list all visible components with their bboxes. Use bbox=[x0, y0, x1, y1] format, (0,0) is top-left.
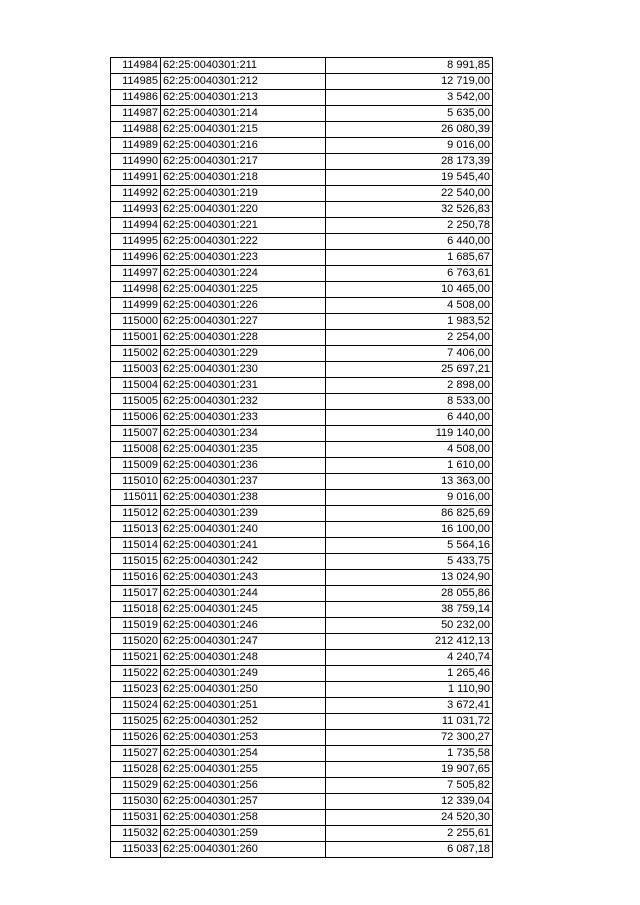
record-id-cell: 115028 bbox=[111, 762, 161, 778]
cadastral-number-cell: 62:25:0040301:214 bbox=[161, 106, 326, 122]
value-cell: 22 540,00 bbox=[326, 186, 493, 202]
table-row bbox=[111, 794, 493, 810]
value-cell: 19 545,40 bbox=[326, 170, 493, 186]
table-row bbox=[111, 410, 493, 426]
record-id-cell: 115022 bbox=[111, 666, 161, 682]
table-row bbox=[111, 666, 493, 682]
table-row bbox=[111, 474, 493, 490]
record-id-cell: 115017 bbox=[111, 586, 161, 602]
cadastral-number-cell: 62:25:0040301:217 bbox=[161, 154, 326, 170]
record-id-cell: 115018 bbox=[111, 602, 161, 618]
value-cell: 12 339,04 bbox=[326, 794, 493, 810]
value-cell: 4 240,74 bbox=[326, 650, 493, 666]
value-cell: 212 412,13 bbox=[326, 634, 493, 650]
table-row bbox=[111, 90, 493, 106]
record-id-cell: 115031 bbox=[111, 810, 161, 826]
value-cell: 28 055,86 bbox=[326, 586, 493, 602]
cadastral-number-cell: 62:25:0040301:213 bbox=[161, 90, 326, 106]
table-row bbox=[111, 394, 493, 410]
record-id-cell: 115007 bbox=[111, 426, 161, 442]
record-id-cell: 115008 bbox=[111, 442, 161, 458]
cadastral-number-cell: 62:25:0040301:228 bbox=[161, 330, 326, 346]
cadastral-number-cell: 62:25:0040301:216 bbox=[161, 138, 326, 154]
cadastral-number-cell: 62:25:0040301:246 bbox=[161, 618, 326, 634]
table-row bbox=[111, 346, 493, 362]
table-row bbox=[111, 74, 493, 90]
record-id-cell: 115009 bbox=[111, 458, 161, 474]
value-cell: 13 363,00 bbox=[326, 474, 493, 490]
value-cell: 8 533,00 bbox=[326, 394, 493, 410]
value-cell: 2 254,00 bbox=[326, 330, 493, 346]
cadastral-number-cell: 62:25:0040301:245 bbox=[161, 602, 326, 618]
cadastral-number-cell: 62:25:0040301:251 bbox=[161, 698, 326, 714]
cadastral-number-cell: 62:25:0040301:244 bbox=[161, 586, 326, 602]
value-cell: 2 255,61 bbox=[326, 826, 493, 842]
table-row bbox=[111, 810, 493, 826]
record-id-cell: 115013 bbox=[111, 522, 161, 538]
value-cell: 10 465,00 bbox=[326, 282, 493, 298]
table-row bbox=[111, 218, 493, 234]
record-id-cell: 114993 bbox=[111, 202, 161, 218]
value-cell: 38 759,14 bbox=[326, 602, 493, 618]
cadastral-number-cell: 62:25:0040301:254 bbox=[161, 746, 326, 762]
record-id-cell: 115027 bbox=[111, 746, 161, 762]
record-id-cell: 115012 bbox=[111, 506, 161, 522]
records-table bbox=[110, 57, 493, 858]
record-id-cell: 115024 bbox=[111, 698, 161, 714]
cadastral-number-cell: 62:25:0040301:253 bbox=[161, 730, 326, 746]
value-cell: 6 763,61 bbox=[326, 266, 493, 282]
table-row bbox=[111, 618, 493, 634]
value-cell: 5 564,16 bbox=[326, 538, 493, 554]
record-id-cell: 115032 bbox=[111, 826, 161, 842]
cadastral-number-cell: 62:25:0040301:227 bbox=[161, 314, 326, 330]
cadastral-number-cell: 62:25:0040301:239 bbox=[161, 506, 326, 522]
cadastral-number-cell: 62:25:0040301:241 bbox=[161, 538, 326, 554]
table-row bbox=[111, 138, 493, 154]
cadastral-number-cell: 62:25:0040301:224 bbox=[161, 266, 326, 282]
record-id-cell: 115023 bbox=[111, 682, 161, 698]
table-row bbox=[111, 778, 493, 794]
table-row bbox=[111, 522, 493, 538]
table-row bbox=[111, 282, 493, 298]
cadastral-number-cell: 62:25:0040301:250 bbox=[161, 682, 326, 698]
record-id-cell: 115010 bbox=[111, 474, 161, 490]
table-row bbox=[111, 154, 493, 170]
value-cell: 19 907,65 bbox=[326, 762, 493, 778]
table-row bbox=[111, 458, 493, 474]
value-cell: 4 508,00 bbox=[326, 298, 493, 314]
cadastral-number-cell: 62:25:0040301:243 bbox=[161, 570, 326, 586]
record-id-cell: 115014 bbox=[111, 538, 161, 554]
table-row bbox=[111, 826, 493, 842]
cadastral-number-cell: 62:25:0040301:237 bbox=[161, 474, 326, 490]
value-cell: 2 898,00 bbox=[326, 378, 493, 394]
cadastral-number-cell: 62:25:0040301:230 bbox=[161, 362, 326, 378]
cadastral-number-cell: 62:25:0040301:236 bbox=[161, 458, 326, 474]
table-row bbox=[111, 554, 493, 570]
value-cell: 6 440,00 bbox=[326, 234, 493, 250]
record-id-cell: 115020 bbox=[111, 634, 161, 650]
record-id-cell: 114995 bbox=[111, 234, 161, 250]
value-cell: 9 016,00 bbox=[326, 138, 493, 154]
value-cell: 1 685,67 bbox=[326, 250, 493, 266]
table-row bbox=[111, 202, 493, 218]
record-id-cell: 115004 bbox=[111, 378, 161, 394]
record-id-cell: 114984 bbox=[111, 58, 161, 74]
record-id-cell: 115015 bbox=[111, 554, 161, 570]
record-id-cell: 115003 bbox=[111, 362, 161, 378]
value-cell: 2 250,78 bbox=[326, 218, 493, 234]
value-cell: 12 719,00 bbox=[326, 74, 493, 90]
value-cell: 5 635,00 bbox=[326, 106, 493, 122]
table-row bbox=[111, 186, 493, 202]
table-row bbox=[111, 426, 493, 442]
value-cell: 26 080,39 bbox=[326, 122, 493, 138]
cadastral-number-cell: 62:25:0040301:242 bbox=[161, 554, 326, 570]
value-cell: 32 526,83 bbox=[326, 202, 493, 218]
table-row bbox=[111, 634, 493, 650]
table-row bbox=[111, 746, 493, 762]
record-id-cell: 114998 bbox=[111, 282, 161, 298]
record-id-cell: 115002 bbox=[111, 346, 161, 362]
value-cell: 24 520,30 bbox=[326, 810, 493, 826]
record-id-cell: 115030 bbox=[111, 794, 161, 810]
record-id-cell: 114992 bbox=[111, 186, 161, 202]
cadastral-number-cell: 62:25:0040301:212 bbox=[161, 74, 326, 90]
cadastral-number-cell: 62:25:0040301:234 bbox=[161, 426, 326, 442]
table-row bbox=[111, 378, 493, 394]
records-table-body bbox=[111, 58, 493, 858]
table-row bbox=[111, 586, 493, 602]
table-row bbox=[111, 122, 493, 138]
value-cell: 11 031,72 bbox=[326, 714, 493, 730]
table-row bbox=[111, 762, 493, 778]
value-cell: 1 983,52 bbox=[326, 314, 493, 330]
table-row bbox=[111, 266, 493, 282]
record-id-cell: 115011 bbox=[111, 490, 161, 506]
record-id-cell: 115016 bbox=[111, 570, 161, 586]
table-row bbox=[111, 602, 493, 618]
cadastral-number-cell: 62:25:0040301:259 bbox=[161, 826, 326, 842]
value-cell: 9 016,00 bbox=[326, 490, 493, 506]
cadastral-number-cell: 62:25:0040301:219 bbox=[161, 186, 326, 202]
value-cell: 8 991,85 bbox=[326, 58, 493, 74]
table-row bbox=[111, 490, 493, 506]
table-row bbox=[111, 234, 493, 250]
value-cell: 1 265,46 bbox=[326, 666, 493, 682]
value-cell: 6 087,18 bbox=[326, 842, 493, 858]
record-id-cell: 114994 bbox=[111, 218, 161, 234]
record-id-cell: 115019 bbox=[111, 618, 161, 634]
cadastral-number-cell: 62:25:0040301:220 bbox=[161, 202, 326, 218]
value-cell: 13 024,90 bbox=[326, 570, 493, 586]
record-id-cell: 115005 bbox=[111, 394, 161, 410]
record-id-cell: 115001 bbox=[111, 330, 161, 346]
value-cell: 3 672,41 bbox=[326, 698, 493, 714]
value-cell: 25 697,21 bbox=[326, 362, 493, 378]
record-id-cell: 115006 bbox=[111, 410, 161, 426]
record-id-cell: 114991 bbox=[111, 170, 161, 186]
value-cell: 119 140,00 bbox=[326, 426, 493, 442]
value-cell: 72 300,27 bbox=[326, 730, 493, 746]
value-cell: 86 825,69 bbox=[326, 506, 493, 522]
table-row bbox=[111, 362, 493, 378]
record-id-cell: 115000 bbox=[111, 314, 161, 330]
table-row bbox=[111, 842, 493, 858]
cadastral-number-cell: 62:25:0040301:211 bbox=[161, 58, 326, 74]
table-row bbox=[111, 106, 493, 122]
value-cell: 7 505,82 bbox=[326, 778, 493, 794]
table-row bbox=[111, 698, 493, 714]
cadastral-number-cell: 62:25:0040301:256 bbox=[161, 778, 326, 794]
cadastral-number-cell: 62:25:0040301:260 bbox=[161, 842, 326, 858]
table-row bbox=[111, 170, 493, 186]
value-cell: 16 100,00 bbox=[326, 522, 493, 538]
record-id-cell: 114997 bbox=[111, 266, 161, 282]
record-id-cell: 114985 bbox=[111, 74, 161, 90]
record-id-cell: 114999 bbox=[111, 298, 161, 314]
cadastral-number-cell: 62:25:0040301:232 bbox=[161, 394, 326, 410]
cadastral-number-cell: 62:25:0040301:215 bbox=[161, 122, 326, 138]
cadastral-number-cell: 62:25:0040301:258 bbox=[161, 810, 326, 826]
table-row bbox=[111, 314, 493, 330]
cadastral-number-cell: 62:25:0040301:218 bbox=[161, 170, 326, 186]
value-cell: 50 232,00 bbox=[326, 618, 493, 634]
cadastral-number-cell: 62:25:0040301:240 bbox=[161, 522, 326, 538]
record-id-cell: 114986 bbox=[111, 90, 161, 106]
table-row bbox=[111, 714, 493, 730]
cadastral-number-cell: 62:25:0040301:255 bbox=[161, 762, 326, 778]
record-id-cell: 114987 bbox=[111, 106, 161, 122]
table-row bbox=[111, 58, 493, 74]
cadastral-number-cell: 62:25:0040301:247 bbox=[161, 634, 326, 650]
cadastral-number-cell: 62:25:0040301:249 bbox=[161, 666, 326, 682]
table-row bbox=[111, 570, 493, 586]
cadastral-number-cell: 62:25:0040301:221 bbox=[161, 218, 326, 234]
record-id-cell: 115025 bbox=[111, 714, 161, 730]
cadastral-number-cell: 62:25:0040301:225 bbox=[161, 282, 326, 298]
record-id-cell: 115021 bbox=[111, 650, 161, 666]
record-id-cell: 115026 bbox=[111, 730, 161, 746]
cadastral-number-cell: 62:25:0040301:223 bbox=[161, 250, 326, 266]
table-row bbox=[111, 442, 493, 458]
cadastral-number-cell: 62:25:0040301:229 bbox=[161, 346, 326, 362]
table-row bbox=[111, 650, 493, 666]
cadastral-number-cell: 62:25:0040301:248 bbox=[161, 650, 326, 666]
record-id-cell: 115029 bbox=[111, 778, 161, 794]
record-id-cell: 114996 bbox=[111, 250, 161, 266]
table-row bbox=[111, 538, 493, 554]
value-cell: 3 542,00 bbox=[326, 90, 493, 106]
value-cell: 5 433,75 bbox=[326, 554, 493, 570]
cadastral-number-cell: 62:25:0040301:222 bbox=[161, 234, 326, 250]
cadastral-number-cell: 62:25:0040301:233 bbox=[161, 410, 326, 426]
value-cell: 7 406,00 bbox=[326, 346, 493, 362]
table-row bbox=[111, 250, 493, 266]
value-cell: 1 610,00 bbox=[326, 458, 493, 474]
record-id-cell: 115033 bbox=[111, 842, 161, 858]
cadastral-number-cell: 62:25:0040301:238 bbox=[161, 490, 326, 506]
cadastral-number-cell: 62:25:0040301:231 bbox=[161, 378, 326, 394]
cadastral-number-cell: 62:25:0040301:257 bbox=[161, 794, 326, 810]
table-row bbox=[111, 730, 493, 746]
value-cell: 28 173,39 bbox=[326, 154, 493, 170]
value-cell: 1 110,90 bbox=[326, 682, 493, 698]
record-id-cell: 114990 bbox=[111, 154, 161, 170]
table-row bbox=[111, 298, 493, 314]
value-cell: 4 508,00 bbox=[326, 442, 493, 458]
cadastral-number-cell: 62:25:0040301:252 bbox=[161, 714, 326, 730]
record-id-cell: 114989 bbox=[111, 138, 161, 154]
record-id-cell: 114988 bbox=[111, 122, 161, 138]
cadastral-number-cell: 62:25:0040301:226 bbox=[161, 298, 326, 314]
cadastral-number-cell: 62:25:0040301:235 bbox=[161, 442, 326, 458]
table-row bbox=[111, 330, 493, 346]
table-row bbox=[111, 506, 493, 522]
table-row bbox=[111, 682, 493, 698]
document-page bbox=[110, 57, 492, 858]
value-cell: 1 735,58 bbox=[326, 746, 493, 762]
value-cell: 6 440,00 bbox=[326, 410, 493, 426]
